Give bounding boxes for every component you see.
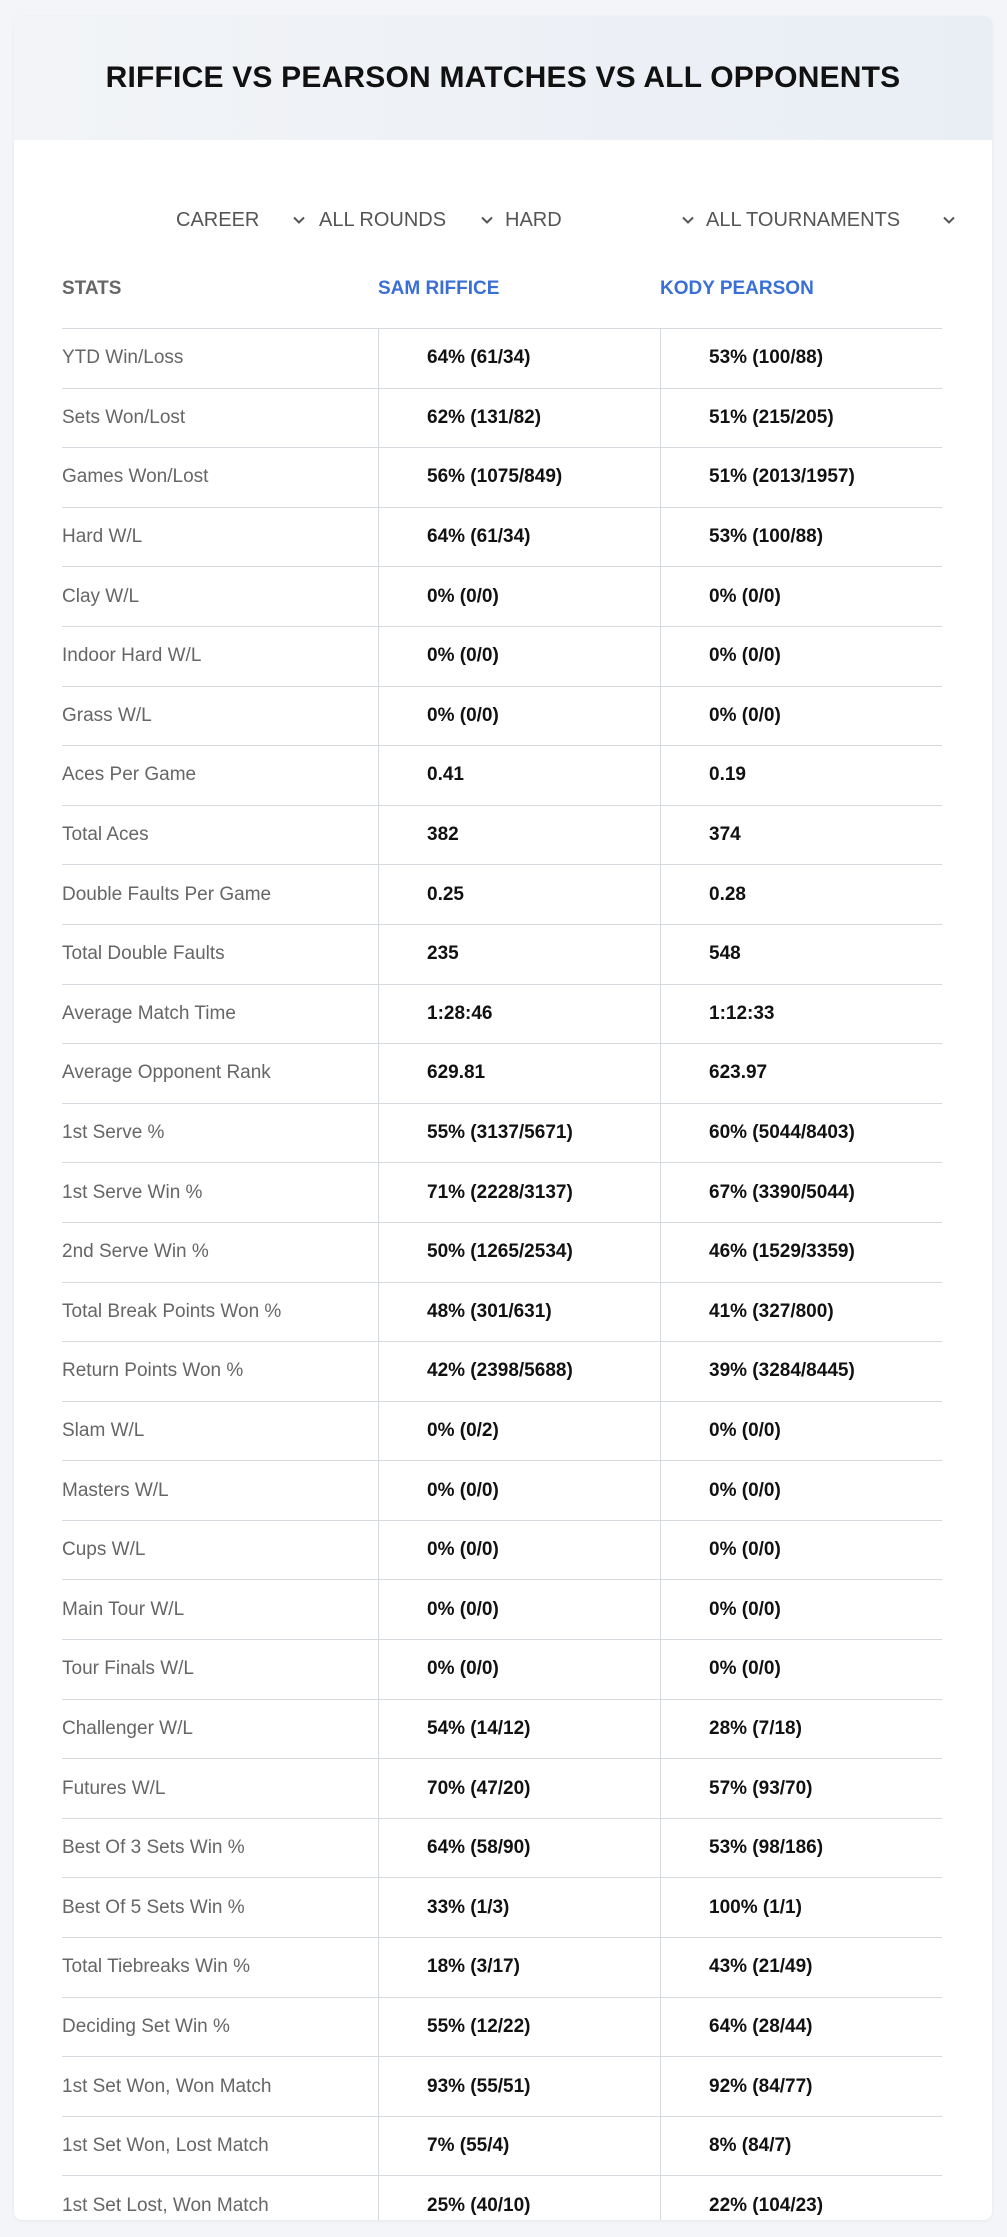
table-row [62,1521,942,1581]
player1-value: 0.25 [378,865,660,924]
player2-value: 0% (0/0) [660,1640,942,1699]
table-row [62,508,942,568]
player2-value: 0% (0/0) [660,687,942,746]
player2-value: 64% (28/44) [660,1998,942,2057]
rounds-dropdown-value: ALL ROUNDS [319,208,447,231]
tournaments-dropdown-value: ALL TOURNAMENTS [706,208,901,231]
table-row [62,985,942,1045]
player2-value: 53% (98/186) [660,1819,942,1878]
player1-value: 18% (3/17) [378,1938,660,1997]
player1-value: 42% (2398/5688) [378,1342,660,1401]
player1-value: 235 [378,925,660,984]
stat-label: Main Tour W/L [62,1598,185,1620]
table-header [62,250,942,329]
stat-label: Indoor Hard W/L [62,645,202,667]
player2-value: 0% (0/0) [660,627,942,686]
player1-value: 48% (301/631) [378,1283,660,1342]
player2-value: 0% (0/0) [660,1461,942,1520]
player1-value: 70% (47/20) [378,1759,660,1818]
surface-dropdown-value: HARD [505,208,562,231]
stat-label: 1st Serve Win % [62,1181,203,1203]
tournaments-dropdown[interactable] [706,190,956,250]
chevron-down-icon [681,213,695,227]
table-row [62,2057,942,2117]
player1-value: 56% (1075/849) [378,448,660,507]
stat-label: Total Tiebreaks Win % [62,1956,250,1978]
player2-value: 51% (2013/1957) [660,448,942,507]
player1-value: 0% (0/0) [378,627,660,686]
table-row [62,2176,942,2220]
table-row [62,925,942,985]
stat-label: Average Match Time [62,1002,236,1024]
table-row [62,1878,942,1938]
table-row [62,567,942,627]
player1-value: 0% (0/0) [378,567,660,626]
player2-value: 374 [660,806,942,865]
player2-value: 57% (93/70) [660,1759,942,1818]
stat-label: 1st Set Lost, Won Match [62,2194,269,2216]
table-row [62,1998,942,2058]
player2-value: 0.28 [660,865,942,924]
table-row [62,1938,942,1998]
player1-value: 0% (0/0) [378,1461,660,1520]
table-row [62,627,942,687]
player2-value: 41% (327/800) [660,1283,942,1342]
filter-bar [14,190,992,250]
table-row [62,865,942,925]
table-row [62,1223,942,1283]
period-dropdown[interactable] [176,190,306,250]
stat-label: 1st Set Won, Lost Match [62,2135,269,2157]
stat-label: Slam W/L [62,1419,145,1441]
table-row [62,389,942,449]
player2-value: 43% (21/49) [660,1938,942,1997]
table-row [62,1283,942,1343]
player1-value: 64% (61/34) [378,508,660,567]
player2-value: 0% (0/0) [660,567,942,626]
player2-value: 0% (0/0) [660,1580,942,1639]
stat-label: Total Break Points Won % [62,1300,282,1322]
player2-value: 100% (1/1) [660,1878,942,1937]
card-header [14,16,992,140]
player1-value: 50% (1265/2534) [378,1223,660,1282]
player2-value: 28% (7/18) [660,1700,942,1759]
player2-value: 0% (0/0) [660,1521,942,1580]
rounds-dropdown[interactable] [319,190,494,250]
player1-value: 0% (0/0) [378,687,660,746]
player2-value: 548 [660,925,942,984]
player1-value: 64% (61/34) [378,329,660,388]
player1-value: 55% (3137/5671) [378,1104,660,1163]
stat-label: Total Double Faults [62,943,225,965]
player2-value: 8% (84/7) [660,2117,942,2176]
stat-label: Challenger W/L [62,1717,193,1739]
stat-label: Futures W/L [62,1777,166,1799]
player1-value: 7% (55/4) [378,2117,660,2176]
stat-label: Best Of 3 Sets Win % [62,1837,245,1859]
player2-value: 51% (215/205) [660,389,942,448]
table-row [62,746,942,806]
player1-value: 1:28:46 [378,985,660,1044]
stat-label: Best Of 5 Sets Win % [62,1896,245,1918]
table-row [62,1640,942,1700]
stat-label: 2nd Serve Win % [62,1241,209,1263]
stat-label: Hard W/L [62,526,143,548]
stat-label: Grass W/L [62,704,152,726]
player1-value: 71% (2228/3137) [378,1163,660,1222]
player2-value: 39% (3284/8445) [660,1342,942,1401]
table-row [62,2117,942,2177]
player2-value: 0% (0/0) [660,1402,942,1461]
table-row [62,1402,942,1462]
player2-value: 22% (104/23) [660,2176,942,2220]
table-row [62,1700,942,1760]
table-row [62,1819,942,1879]
player1-value: 382 [378,806,660,865]
table-body [62,329,942,2220]
table-row [62,329,942,389]
table-row [62,1104,942,1164]
stat-label: Double Faults Per Game [62,883,272,905]
player1-value: 629.81 [378,1044,660,1103]
stat-label: Aces Per Game [62,764,197,786]
player1-value: 25% (40/10) [378,2176,660,2220]
player2-value: 1:12:33 [660,985,942,1044]
table-row [62,1044,942,1104]
stats-card [14,16,992,2220]
stat-label: Masters W/L [62,1479,169,1501]
player2-value: 53% (100/88) [660,508,942,567]
player1-value: 0% (0/0) [378,1640,660,1699]
player1-value: 33% (1/3) [378,1878,660,1937]
player2-value: 92% (84/77) [660,2057,942,2116]
table-row [62,1759,942,1819]
table-row [62,1342,942,1402]
stat-label: YTD Win/Loss [62,347,184,369]
stat-label: Tour Finals W/L [62,1658,194,1680]
chevron-down-icon [480,213,494,227]
stat-label: Clay W/L [62,585,140,607]
stat-label: 1st Serve % [62,1122,165,1144]
period-dropdown-value: CAREER [176,208,260,231]
stat-label: Total Aces [62,824,149,846]
player1-value: 93% (55/51) [378,2057,660,2116]
table-row [62,1163,942,1223]
table-row [62,687,942,747]
player1-value: 0.41 [378,746,660,805]
player1-value: 64% (58/90) [378,1819,660,1878]
chevron-down-icon [942,213,956,227]
surface-dropdown[interactable] [505,190,695,250]
stats-table [62,250,942,2220]
player1-value: 55% (12/22) [378,1998,660,2057]
table-row [62,806,942,866]
chevron-down-icon [292,213,306,227]
player1-value: 0% (0/0) [378,1521,660,1580]
stat-label: Deciding Set Win % [62,2015,230,2037]
table-row [62,1461,942,1521]
stats-column-header: STATS [62,278,122,299]
player1-value: 62% (131/82) [378,389,660,448]
stat-label: Return Points Won % [62,1360,244,1382]
stat-label: Average Opponent Rank [62,1062,271,1084]
stat-label: Sets Won/Lost [62,406,186,428]
player2-value: 67% (3390/5044) [660,1163,942,1222]
player2-value: 60% (5044/8403) [660,1104,942,1163]
player2-value: 623.97 [660,1044,942,1103]
player2-value: 53% (100/88) [660,329,942,388]
stat-label: Games Won/Lost [62,466,209,488]
stat-label: 1st Set Won, Won Match [62,2075,272,2097]
stat-label: Cups W/L [62,1539,146,1561]
player2-column-header[interactable]: KODY PEARSON [660,278,814,299]
page-title: RIFFICE VS PEARSON MATCHES VS ALL OPPONENTS [105,61,901,94]
player1-value: 54% (14/12) [378,1700,660,1759]
table-row [62,448,942,508]
player2-value: 46% (1529/3359) [660,1223,942,1282]
player1-value: 0% (0/0) [378,1580,660,1639]
player1-value: 0% (0/2) [378,1402,660,1461]
table-row [62,1580,942,1640]
player1-column-header[interactable]: SAM RIFFICE [378,278,500,299]
player2-value: 0.19 [660,746,942,805]
